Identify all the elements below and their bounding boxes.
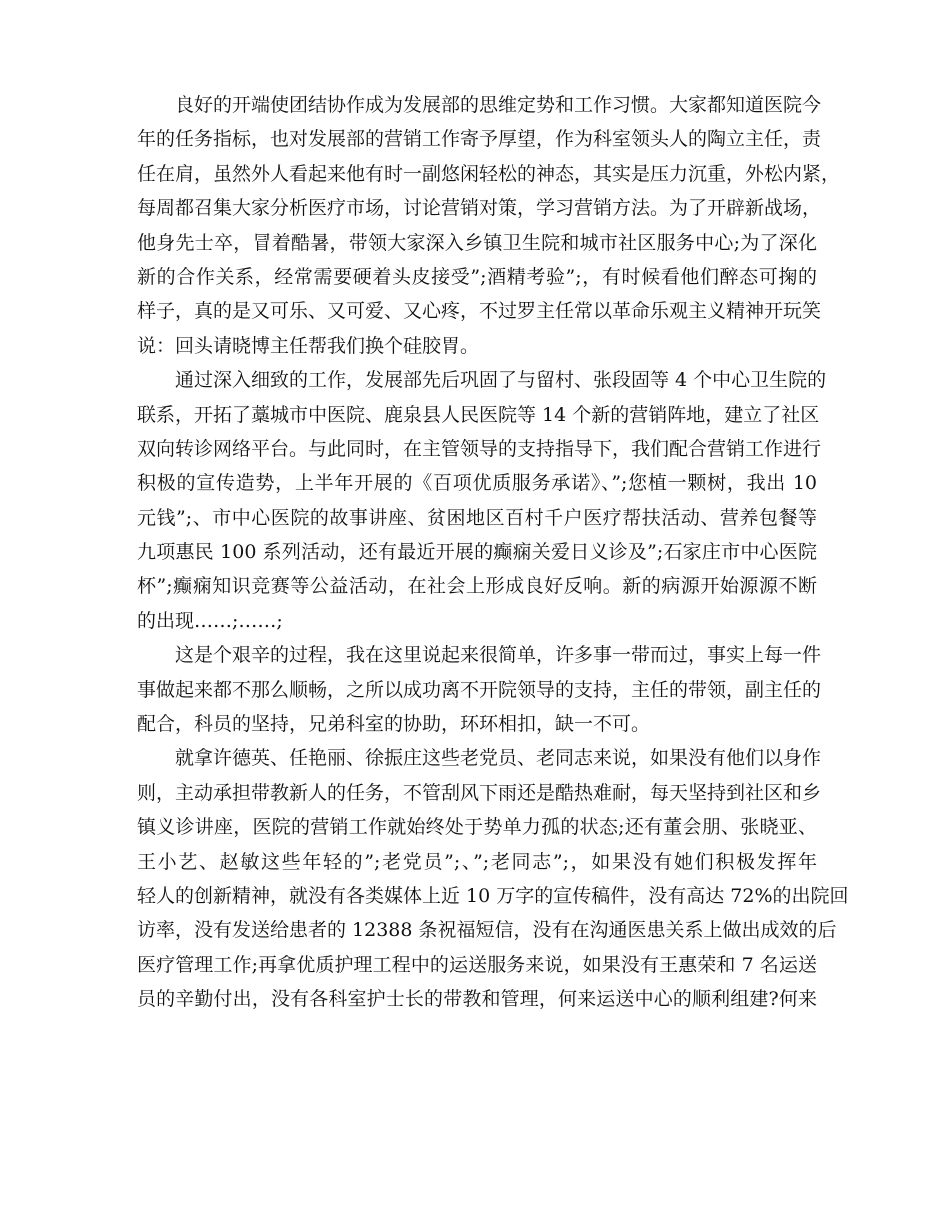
text-line: 九项惠民 100 系列活动，还有最近开展的癫痫关爱日义诊及”;石家庄市中心医院	[137, 541, 817, 564]
text-line: 积极的宣传造势，上半年开展的《百项优质服务承诺》、”;您植一颗树，我出 10	[137, 472, 817, 495]
text-line: 的出现……;……;	[137, 609, 283, 632]
text-line: 新的合作关系，经常需要硬着头皮接受”;酒精考验”;，有时候看他们醉态可掬的	[137, 265, 817, 288]
text-line: 双向转诊网络平台。与此同时，在主管领导的支持指导下，我们配合营销工作进行	[137, 437, 822, 460]
paragraph-1	[137, 88, 841, 363]
text-line: 任在肩，虽然外人看起来他有时一副悠闲轻松的神态，其实是压力沉重，外松内紧，	[137, 162, 841, 185]
text-line: 杯”;癫痫知识竞赛等公益活动，在社会上形成良好反响。新的病源开始源源不断	[137, 575, 817, 598]
text-line: 年的任务指标，也对发展部的营销工作寄予厚望，作为科室领头人的陶立主任，责	[137, 128, 822, 151]
text-line: 这是个艰辛的过程，我在这里说起来很简单，许多事一带而过，事实上每一件	[175, 644, 822, 667]
text-line: 访率，没有发送给患者的 12388 条祝福短信，没有在沟通医患关系上做出成效的后	[137, 919, 837, 942]
text-line: 配合，科员的坚持，兄弟科室的协助，环环相扣，缺一不可。	[137, 713, 651, 736]
text-line: 样子，真的是又可乐、又可爱、又心疼，不过罗主任常以革命乐观主义精神开玩笑	[137, 300, 822, 323]
text-line: 医疗管理工作;再拿优质护理工程中的运送服务来说，如果没有王惠荣和 7 名运送	[137, 953, 817, 976]
text-line: 说：回头请晓博主任帮我们换个硅胶胃。	[137, 334, 480, 357]
text-line: 通过深入细致的工作，发展部先后巩固了与留村、张段固等 4 个中心卫生院的	[175, 369, 827, 392]
text-line: 事做起来都不那么顺畅，之所以成功离不开院领导的支持，主任的带领，副主任的	[137, 678, 822, 701]
text-line: 他身先士卒，冒着酷暑，带领大家深入乡镇卫生院和城市社区服务中心;为了深化	[137, 231, 817, 254]
paragraph-3	[137, 638, 822, 741]
text-line: 员的辛勤付出，没有各科室护士长的带教和管理，何来运送中心的顺利组建?何来	[137, 988, 817, 1011]
text-line: 王小艺、赵敏这些年轻的”;老党员”;、”;老同志”;，如果没有她们积极发挥年	[137, 850, 817, 873]
text-line: 每周都召集大家分析医疗市场，讨论营销对策，学习营销方法。为了开辟新战场，	[137, 197, 822, 220]
text-line: 良好的开端使团结协作成为发展部的思维定势和工作习惯。大家都知道医院今	[175, 94, 822, 116]
text-line: 镇义诊讲座，医院的营销工作就始终处于势单力孤的状态;还有董会朋、张晓亚、	[137, 816, 817, 839]
text-line: 就拿许德英、任艳丽、徐振庄这些老党员、老同志来说，如果没有他们以身作	[175, 747, 822, 770]
paragraph-4	[137, 741, 849, 1016]
text-line: 联系，开拓了藁城市中医院、鹿泉县人民医院等 14 个新的营销阵地，建立了社区	[137, 403, 820, 426]
text-line: 则，主动承担带教新人的任务，不管刮风下雨还是酷热难耐，每天坚持到社区和乡	[137, 781, 822, 804]
text-line: 元钱”;、市中心医院的故事讲座、贫困地区百村千户医疗帮扶活动、营养包餐等	[137, 506, 817, 529]
body-text	[137, 88, 849, 1017]
text-line: 轻人的创新精神，就没有各类媒体上近 10 万字的宣传稿件，没有高达 72%的出院回	[137, 884, 849, 907]
paragraph-2	[137, 363, 827, 638]
